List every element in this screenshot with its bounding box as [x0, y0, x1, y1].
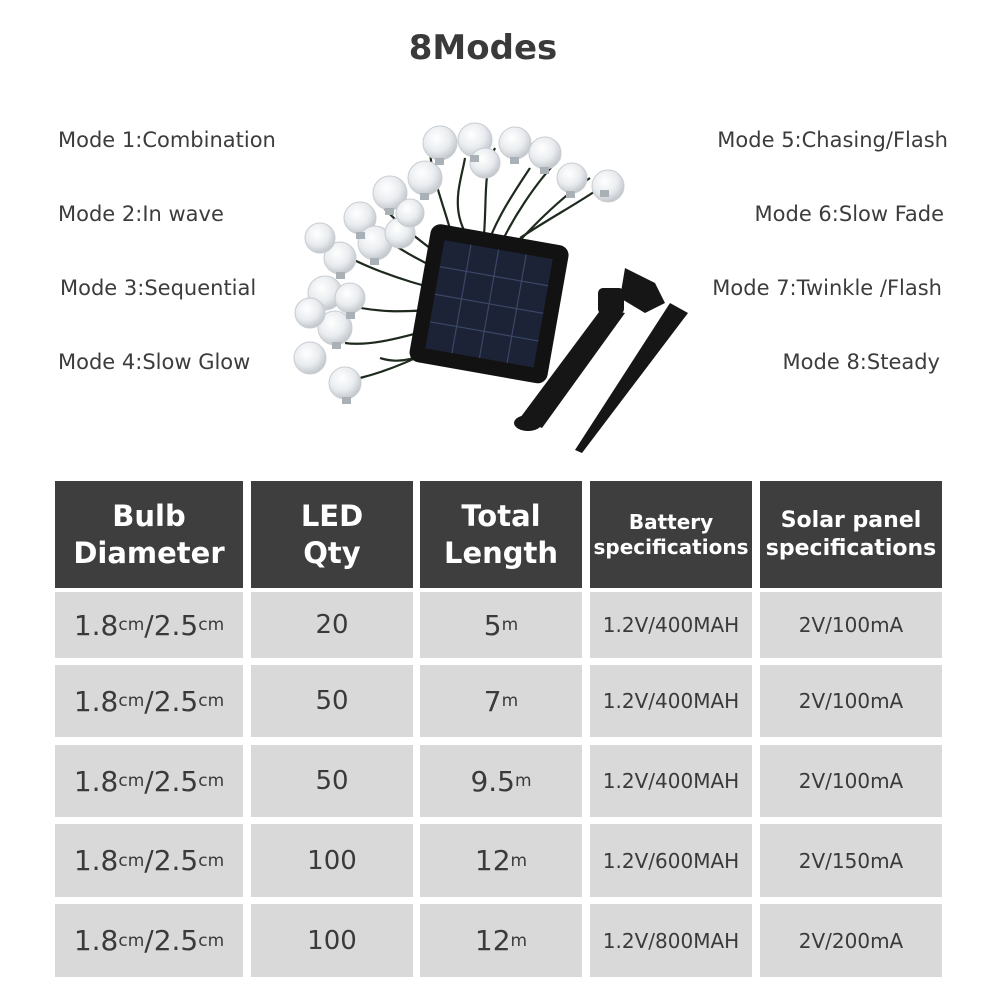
cell-battery-spec: 1.2V/400MAH	[590, 592, 752, 658]
cell-battery-spec: 1.2V/400MAH	[590, 745, 752, 817]
header-text: LED	[300, 499, 364, 534]
diameter-large: 2.5	[153, 924, 199, 957]
mode-4-label: Mode 4:Slow Glow	[58, 350, 251, 374]
mode-8-label: Mode 8:Steady	[782, 350, 940, 374]
length-value: 7	[483, 684, 502, 718]
length-value: 9.5	[470, 764, 515, 798]
solar-string-light-image	[280, 118, 700, 463]
length-value: 12	[474, 924, 511, 957]
header-text: Diameter	[73, 535, 225, 570]
unit-cm: cm	[118, 930, 145, 951]
header-text: specifications	[593, 534, 749, 559]
length-value: 12	[474, 844, 511, 877]
cell-total-length	[420, 904, 582, 977]
cell-bulb-diameter	[55, 665, 243, 737]
unit-m: m	[501, 615, 519, 635]
diameter-large: 2.5	[153, 684, 199, 718]
header-text: specifications	[765, 535, 937, 561]
mode-5-label: Mode 5:Chasing/Flash	[717, 128, 948, 152]
header-battery-specifications	[590, 481, 752, 588]
unit-cm: cm	[198, 850, 225, 871]
unit-m: m	[501, 691, 519, 711]
mode-2-label: Mode 2:In wave	[58, 202, 224, 226]
unit-cm: cm	[118, 771, 145, 791]
cell-bulb-diameter	[55, 824, 243, 897]
diameter-small: 1.8	[73, 764, 119, 798]
cell-battery-spec: 1.2V/600MAH	[590, 824, 752, 897]
separator: /	[144, 844, 154, 877]
length-value: 5	[483, 608, 502, 642]
cell-led-qty: 100	[251, 824, 413, 897]
unit-cm: cm	[118, 850, 145, 871]
separator: /	[144, 764, 154, 798]
header-text: Battery	[628, 509, 714, 534]
cell-led-qty: 50	[251, 665, 413, 737]
unit-m: m	[514, 771, 532, 791]
cell-solar-spec: 2V/150mA	[760, 824, 942, 897]
diameter-large: 2.5	[153, 608, 199, 642]
cell-bulb-diameter	[55, 904, 243, 977]
unit-m: m	[510, 930, 528, 951]
cell-solar-spec: 2V/100mA	[760, 665, 942, 737]
header-led-qty	[251, 481, 413, 588]
page-title: 8Modes	[408, 28, 558, 68]
header-total-length	[420, 481, 582, 588]
separator: /	[144, 684, 154, 718]
diameter-small: 1.8	[73, 844, 119, 877]
mode-1-label: Mode 1:Combination	[58, 128, 276, 152]
cell-solar-spec: 2V/100mA	[760, 745, 942, 817]
mode-7-label: Mode 7:Twinkle /Flash	[712, 276, 942, 300]
unit-cm: cm	[198, 691, 225, 711]
unit-cm: cm	[118, 615, 145, 635]
diameter-small: 1.8	[73, 684, 119, 718]
cell-battery-spec: 1.2V/800MAH	[590, 904, 752, 977]
cell-led-qty: 100	[251, 904, 413, 977]
cell-total-length	[420, 745, 582, 817]
cell-total-length	[420, 592, 582, 658]
unit-cm: cm	[198, 615, 225, 635]
cell-solar-spec: 2V/100mA	[760, 592, 942, 658]
header-text: Qty	[303, 535, 361, 570]
cell-total-length	[420, 665, 582, 737]
unit-m: m	[510, 850, 528, 871]
mode-3-label: Mode 3:Sequential	[60, 276, 257, 300]
cell-solar-spec: 2V/200mA	[760, 904, 942, 977]
diameter-small: 1.8	[73, 608, 119, 642]
header-text: Length	[443, 535, 559, 570]
header-text: Solar panel	[780, 508, 922, 533]
diameter-large: 2.5	[153, 844, 199, 877]
cell-bulb-diameter	[55, 745, 243, 817]
separator: /	[144, 924, 154, 957]
header-solar-panel-specifications	[760, 481, 942, 588]
cell-led-qty: 20	[251, 592, 413, 658]
unit-cm: cm	[198, 771, 225, 791]
diameter-large: 2.5	[153, 764, 199, 798]
header-text: Total	[461, 499, 541, 534]
diameter-small: 1.8	[73, 924, 119, 957]
header-bulb-diameter	[55, 481, 243, 588]
cell-bulb-diameter	[55, 592, 243, 658]
header-text: Bulb	[112, 499, 186, 534]
mode-6-label: Mode 6:Slow Fade	[754, 202, 944, 226]
cell-battery-spec: 1.2V/400MAH	[590, 665, 752, 737]
unit-cm: cm	[118, 691, 145, 711]
unit-cm: cm	[198, 930, 225, 951]
separator: /	[144, 608, 154, 642]
cell-led-qty: 50	[251, 745, 413, 817]
cell-total-length	[420, 824, 582, 897]
